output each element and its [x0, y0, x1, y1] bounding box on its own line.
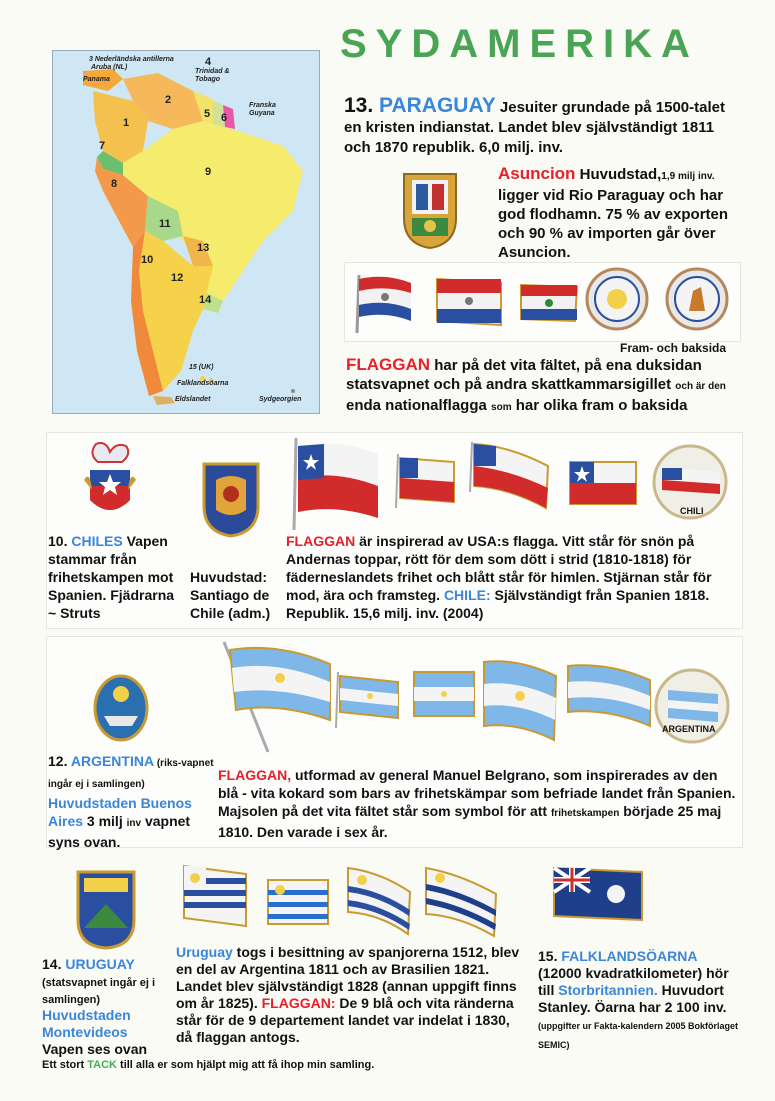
map-num-10: 10	[141, 254, 154, 266]
paraguay-flag-small1: och är den	[675, 381, 726, 392]
footer-before: Ett stort	[42, 1059, 88, 1071]
chile-flag-text-b: Självständigt från Spanien 1818. Republik. 15,6 milj. inv. (2004)	[286, 587, 710, 621]
map-num-9: 9	[205, 166, 212, 178]
map-label-guyana1: Franska	[249, 102, 276, 109]
argentina-heading-small: (riks-vapnet ingår ej i samlingen)	[48, 758, 214, 790]
chile-capital: Huvudstad: Santiago de Chile (adm.)	[190, 569, 271, 621]
asuncion-name: Asuncion	[498, 164, 576, 183]
paraguay-flag-text	[346, 355, 738, 417]
map-graphic	[53, 51, 319, 413]
chile-flag-label: FLAGGAN	[286, 533, 356, 549]
asuncion-text	[498, 164, 746, 262]
paraguay-caption: Fram- och baksida	[620, 341, 727, 355]
paraguay-intro	[344, 96, 740, 158]
paraguay-intro-text: Jesuiter grundade på 1500-talet en kristen indianstat. Landet blev självständigt 1811 och 1870 republik. 6,0 milj. inv.	[344, 99, 725, 156]
chile-flag-text-a: är inspirerad av USA:s flagga. Vitt står för snön på Andernas toppar, rött för dem som dött i strid (1810-1818) för fäderneslandets frihet och blått står för himlen. Stjärnan står för mod, ära och framsteg.	[286, 533, 712, 603]
page-title: SYDAMERIKA	[340, 22, 699, 66]
asuncion-text-b: ligger vid Rio Paraguay och har god flodhamn. 75 % av exporten och 90 % av importen går över Asuncion.	[498, 187, 729, 261]
paraguay-heading-name: PARAGUAY	[379, 94, 496, 117]
map-num-1: 1	[123, 117, 130, 129]
chile-flag-pins	[290, 432, 740, 532]
map-label-trinidad: Trinidad &	[195, 68, 230, 75]
argentina-flag-pins	[218, 636, 738, 756]
map-label-sydgeorgien: Sydgeorgien	[259, 396, 302, 403]
chile-flag-text	[286, 532, 736, 622]
uruguay-flag-label: FLAGGAN:	[261, 995, 336, 1011]
santiago-crest-pin	[200, 460, 262, 538]
argentina-heading-name: ARGENTINA	[70, 753, 155, 769]
argentina-heading-num: 12.	[48, 753, 71, 769]
paraguay-flag-panel	[344, 262, 741, 342]
map-label-panama: Panama	[83, 76, 110, 83]
argentina-flag-text-a: utformad av general Manuel Belgrano, som inspirerades av den blå - vita kokard som bars av frihetskämpar som befriade landet från Spanien. Majsolen på det vita fältet står som symbol för att	[218, 767, 736, 819]
map-label-trinidad-num: 4	[205, 56, 212, 68]
chile-button-text: CHILI	[680, 506, 704, 516]
map-label-eldslandet: Eldslandet	[175, 396, 211, 403]
uruguay-name: Uruguay	[176, 944, 233, 960]
south-america-map	[52, 50, 320, 414]
footer-thanks	[42, 1056, 374, 1074]
falkland-heading-num: 15.	[538, 948, 562, 964]
map-num-7: 7	[99, 140, 106, 152]
falkland-text-a: (12000 kvadratkilometer) hör till	[538, 965, 729, 998]
uruguay-text-a: togs i besittning av spanjorerna 1512, blev en del av Argentina 1811 och av Brasilien 1821. Landet blev självständigt 1828 (annan uppgift finns om år 1825).	[176, 944, 520, 1011]
uruguay-heading-num: 14.	[42, 956, 66, 972]
chile-heading-num: 10.	[48, 533, 72, 549]
argentina-flag-text	[218, 766, 738, 841]
paraguay-crest-pin	[398, 170, 462, 250]
uruguay-heading	[42, 956, 172, 1058]
map-num-14: 14	[199, 294, 212, 306]
argentina-flag-text-b: började 25 maj 1810. Den varade i sex år.	[218, 803, 722, 840]
map-label-falkland-uk: 15 (UK)	[189, 364, 214, 371]
map-label-aruba: Aruba (NL)	[91, 64, 128, 71]
footer-after: till alla er som hjälpt mig att få ihop min samling.	[116, 1059, 375, 1071]
uruguay-flag-pins	[180, 856, 500, 940]
map-num-6: 6	[221, 112, 228, 124]
map-num-2: 2	[165, 94, 172, 106]
argentina-capital-pop: 3 milj	[83, 813, 127, 829]
footer-thanks-word: TACK	[87, 1059, 117, 1071]
map-num-8: 8	[111, 178, 118, 190]
paraguay-flag-text-c: har olika fram o baksida	[511, 397, 688, 414]
chile-crest-pin	[76, 440, 144, 524]
falkland-flag-pin	[550, 862, 646, 926]
uruguay-flag-text: De 9 blå och vita ränderna står för de 9 departement landet var indelat i 1830, då flaggan antogs.	[176, 995, 514, 1045]
asuncion-text-a: Huvudstad,	[575, 166, 662, 183]
map-num-5: 5	[204, 108, 211, 120]
falkland-text	[538, 948, 742, 1054]
asuncion-small: 1,9 milj inv.	[661, 171, 715, 182]
map-num-13: 13	[197, 242, 210, 254]
map-label-nl-antilles: 3 Nederländska antillerna	[89, 56, 174, 63]
map-label-guyana2: Guyana	[249, 110, 275, 117]
montevideo-crest-pin	[74, 868, 138, 950]
argentina-capital-small: inv	[126, 818, 142, 829]
map-label-tobago: Tobago	[195, 76, 221, 83]
paraguay-flag-label: FLAGGAN	[346, 355, 431, 374]
argentina-button-text: ARGENTINA	[662, 724, 716, 734]
paraguay-flag-small2: som	[491, 402, 512, 413]
uruguay-capital-text: Vapen ses ovan	[42, 1041, 148, 1057]
paraguay-heading-num: 13.	[344, 94, 380, 117]
map-num-12: 12	[171, 272, 184, 284]
uruguay-text	[176, 944, 528, 1046]
chile-heading-name: CHILES	[71, 533, 123, 549]
falkland-heading-name: FALKLANDSÖARNA	[561, 948, 698, 964]
argentina-flag-label: FLAGGAN,	[218, 767, 292, 783]
chile-country: CHILE:	[443, 587, 491, 603]
map-label-falkland: Falklandsöarna	[177, 380, 229, 387]
buenos-aires-crest-pin	[90, 672, 152, 744]
uruguay-heading-small: (statsvapnet ingår ej i samlingen)	[42, 977, 156, 1006]
uruguay-capital-label: Huvudstaden Montevideos	[42, 1007, 131, 1040]
argentina-heading	[48, 752, 220, 851]
uruguay-heading-name: URUGUAY	[65, 956, 135, 972]
chile-heading-text: Vapen stammar från frihetskampen mot Spanien. Fjädrarna ~ Struts	[48, 533, 175, 621]
falkland-text-b: Huvudort Stanley. Öarna har 2 100 inv.	[538, 982, 727, 1015]
paraguay-flag-text-b: enda nationalflagga	[346, 397, 492, 414]
argentina-capital-text: vapnet syns ovan.	[48, 813, 191, 850]
falkland-uk: Storbritannien.	[558, 982, 658, 998]
argentina-flag-small: frihetskampen	[550, 808, 620, 819]
argentina-capital-label: Huvudstaden Buenos Aires	[48, 795, 192, 829]
chile-heading	[48, 532, 186, 622]
map-num-11: 11	[159, 218, 171, 230]
falkland-small: (uppgifter ur Fakta-kalendern 2005 Bokförlaget SEMIC)	[538, 1021, 739, 1050]
paraguay-flag-text-a: har på det vita fältet, på ena duksidan statsvapnet och på andra skattkammarsigillet	[346, 357, 702, 393]
